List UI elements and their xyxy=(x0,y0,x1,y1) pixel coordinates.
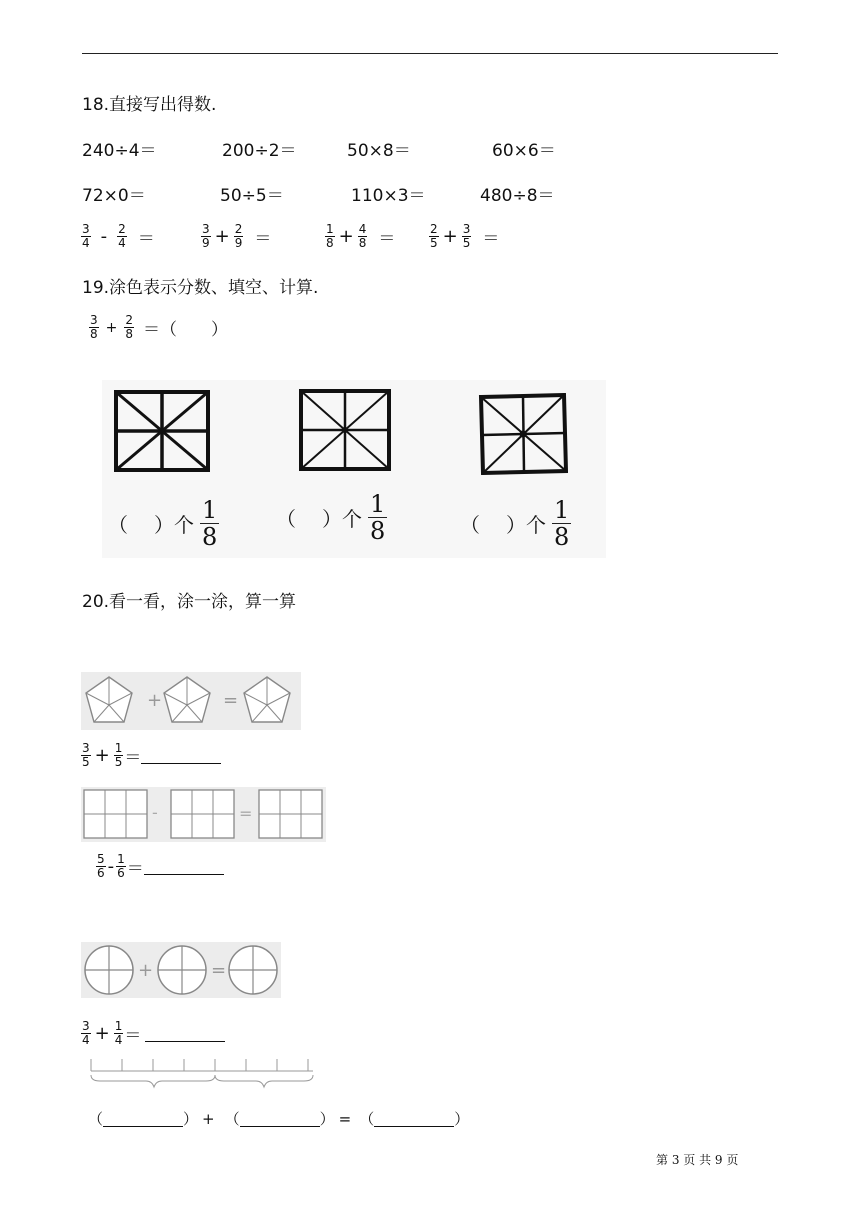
q19-caption-3: （ ）个 $\frac{1}{8}$ xyxy=(460,496,570,551)
q18-r2-c4: 480÷8＝ xyxy=(480,186,555,206)
equals-sign: = xyxy=(223,690,239,711)
grids-figure xyxy=(81,787,326,842)
q19-caption-1: （ ）个 $\frac{1}{8}$ xyxy=(108,496,218,551)
q18-title: 18.直接写出得数. xyxy=(82,95,217,115)
page-footer: 第 3 页 共 9 页 xyxy=(656,1153,739,1167)
q20-title: 20.看一看，涂一涂，算一算 xyxy=(82,592,297,612)
answer-blank[interactable] xyxy=(144,858,224,875)
q19-expression: $\frac{3}{8}$ + $\frac{2}{8}$ ＝（ ） xyxy=(90,313,229,341)
q20-final-equation: （ ） + （ ） = （ ） xyxy=(88,1109,470,1128)
q20-expression-1: $\frac{3}{5}$ + $\frac{1}{5}$ ＝ xyxy=(80,742,221,769)
q18-r1-c3: 50×8＝ xyxy=(347,141,411,161)
q18-r1-c4: 60×6＝ xyxy=(492,141,556,161)
q18-r1-c1: 240÷4＝ xyxy=(82,141,157,161)
number-line-brace xyxy=(88,1055,318,1091)
circles-figure xyxy=(81,942,281,998)
q20-expression-3: $\frac{3}{4}$ + $\frac{1}{4}$ ＝ xyxy=(80,1020,225,1047)
equals-sign: = xyxy=(239,804,253,823)
q18-r3-c2: $\frac{3}{9}$ + $\frac{2}{9}$ ＝ xyxy=(202,222,272,250)
answer-blank[interactable] xyxy=(240,1110,320,1127)
q18-r3-c3: $\frac{1}{8}$ + $\frac{4}{8}$ ＝ xyxy=(326,222,396,250)
square-eighths-2 xyxy=(299,389,391,471)
equals-sign: = xyxy=(211,960,227,981)
fraction: $\frac{2}{4}$ xyxy=(118,222,126,250)
answer-blank[interactable] xyxy=(145,1025,225,1042)
q18-r2-c3: 110×3＝ xyxy=(351,186,426,206)
q19-title: 19.涂色表示分数、填空、计算. xyxy=(82,278,319,298)
q18-r3-c4: $\frac{2}{5}$ + $\frac{3}{5}$ ＝ xyxy=(430,222,500,250)
q18-r2-c2: 50÷5＝ xyxy=(220,186,284,206)
answer-blank[interactable] xyxy=(103,1110,183,1127)
q19-caption-2: （ ）个 $\frac{1}{8}$ xyxy=(276,490,386,545)
minus-sign: - xyxy=(152,803,158,822)
pentagons-svg xyxy=(81,672,301,730)
fraction: $\frac{3}{4}$ xyxy=(82,222,90,250)
q18-r3-c1: $\frac{3}{4}$ - $\frac{2}{4}$ ＝ xyxy=(82,222,155,250)
answer-blank[interactable] xyxy=(141,747,221,764)
answer-blank[interactable] xyxy=(374,1110,454,1127)
q20-expression-2: $\frac{5}{6}$ - $\frac{1}{6}$ ＝ xyxy=(95,853,224,880)
q18-r2-c1: 72×0＝ xyxy=(82,186,146,206)
plus-sign: + xyxy=(138,960,154,981)
q18-r1-c2: 200÷2＝ xyxy=(222,141,297,161)
plus-sign: + xyxy=(147,690,163,711)
header-rule xyxy=(82,53,778,54)
square-eighths-3 xyxy=(478,393,568,475)
square-eighths-1 xyxy=(114,390,210,472)
